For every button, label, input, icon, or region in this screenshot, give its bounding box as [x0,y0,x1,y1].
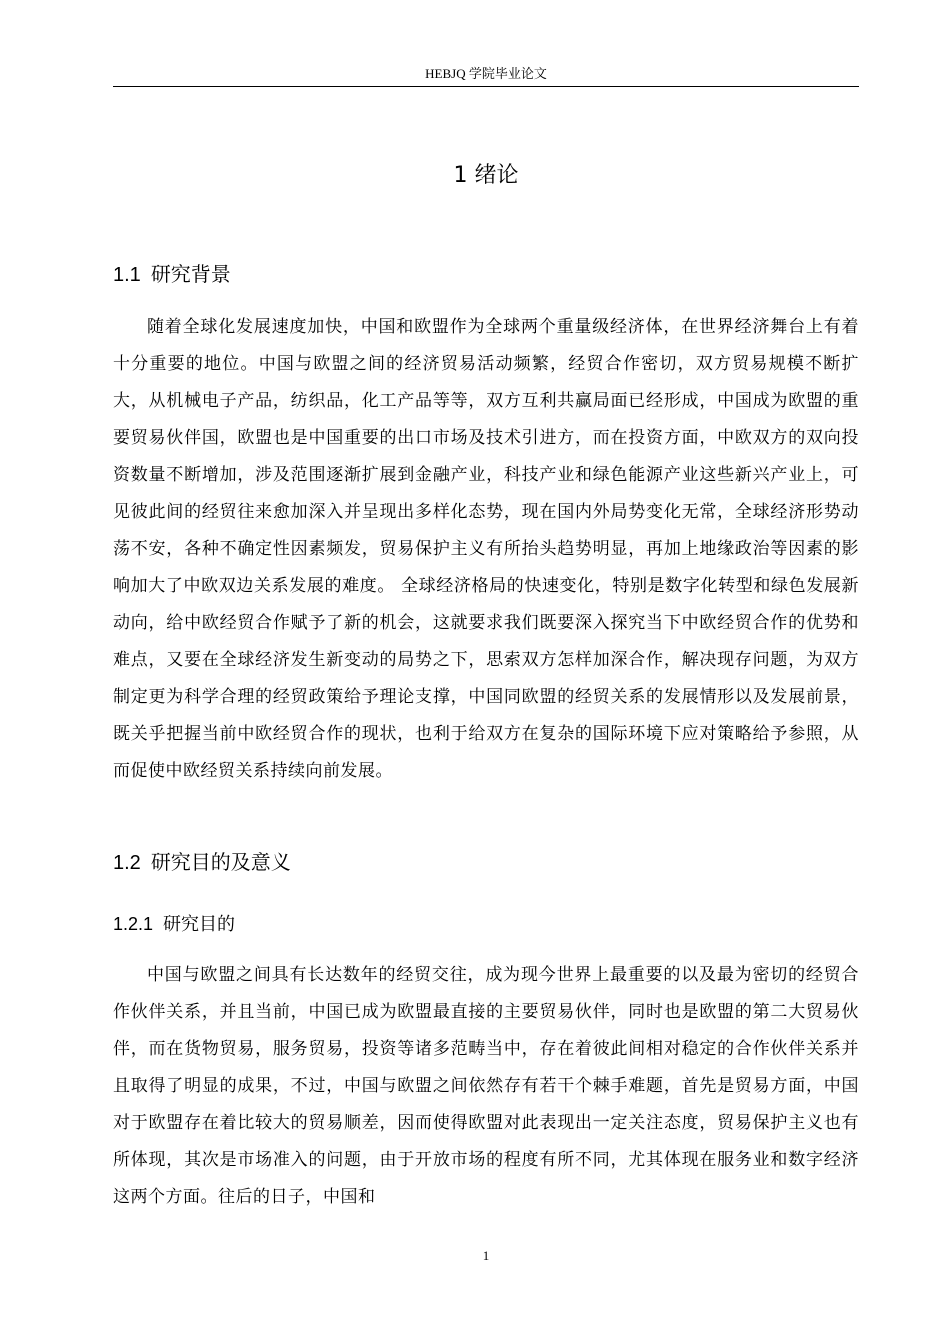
page-number: 1 [482,1248,490,1263]
subsection-heading-1-2-1 [113,911,235,938]
section-heading-1-2 [113,848,291,877]
header-divider [113,86,859,87]
purpose-paragraph: 中国与欧盟之间具有长达数年的经贸交往，成为现今世界上最重要的以及最为密切的经贸合作伙伴关系，并且当前，中国已成为欧盟最直接的主要贸易伙伴，同时也是欧盟的第二大贸易伙伴，而在货物贸易，服务贸易，投资等诸多范畴当中，存在着彼此间相对稳定的合作伙伴关系并且取得了明显的成果，不过，中国与欧盟之间依然存有若干个棘手难题，首先是贸易方面，中国对于欧盟存在着比较大的贸易顺差，因而使得欧盟对此表现出一定关注态度，贸易保护主义也有所体现，其次是市场准入的问题，由于开放市场的程度有所不同，尤其体现在服务业和数字经济这两个方面。往后的日子，中国和 [113,965,859,1207]
section-heading-1-1 [113,260,231,289]
section-title: 研究背景 [150,262,231,286]
chapter-title: 1 绪论 [453,163,519,188]
subsection-title: 研究目的 [163,914,236,935]
section-title: 研究目的及意义 [150,850,291,874]
background-paragraph: 随着全球化发展速度加快，中国和欧盟作为全球两个重量级经济体，在世界经济舞台上有着十分重要的地位。中国与欧盟之间的经济贸易活动频繁，经贸合作密切，双方贸易规模不断扩大，从机械电子产品，纺织品，化工产品等等，双方互利共赢局面已经形成，中国成为欧盟的重要贸易伙伴国，欧盟也是中国重要的出口市场及技术引进方，而在投资方面，中欧双方的双向投资数量不断增加，涉及范围逐渐扩展到金融产业，科技产业和绿色能源产业这些新兴产业上，可见彼此间的经贸往来愈加深入并呈现出多样化态势，现在国内外局势变化无常，全球经济形势动荡不安，各种不确定性因素频发，贸易保护主义有所抬头趋势明显，再加上地缘政治等因素的影响加大了中欧双边关系发展的难度。 全球经济格局的快速变化，特别是数字化转型和绿色发展新动向，给中欧经贸合作赋予了新的机会，这就要求我们既要深入探究当下中欧经贸合作的优势和难点，又要在全球经济发生新变动的局势之下，思索双方怎样加深合作，解决现存问题，为双方制定更为科学合理的经贸政策给予理论支撑，中国同欧盟的经贸关系的发展情形以及发展前景，既关乎把握当前中欧经贸合作的现状，也利于给双方在复杂的国际环境下应对策略给予参照，从而促使中欧经贸关系持续向前发展。 [113,317,859,781]
running-header: HEBJQ 学院毕业论文 [425,66,547,81]
section-number: 1.2 [113,852,141,874]
subsection-number: 1.2.1 [113,914,154,934]
section-number: 1.1 [113,264,141,286]
